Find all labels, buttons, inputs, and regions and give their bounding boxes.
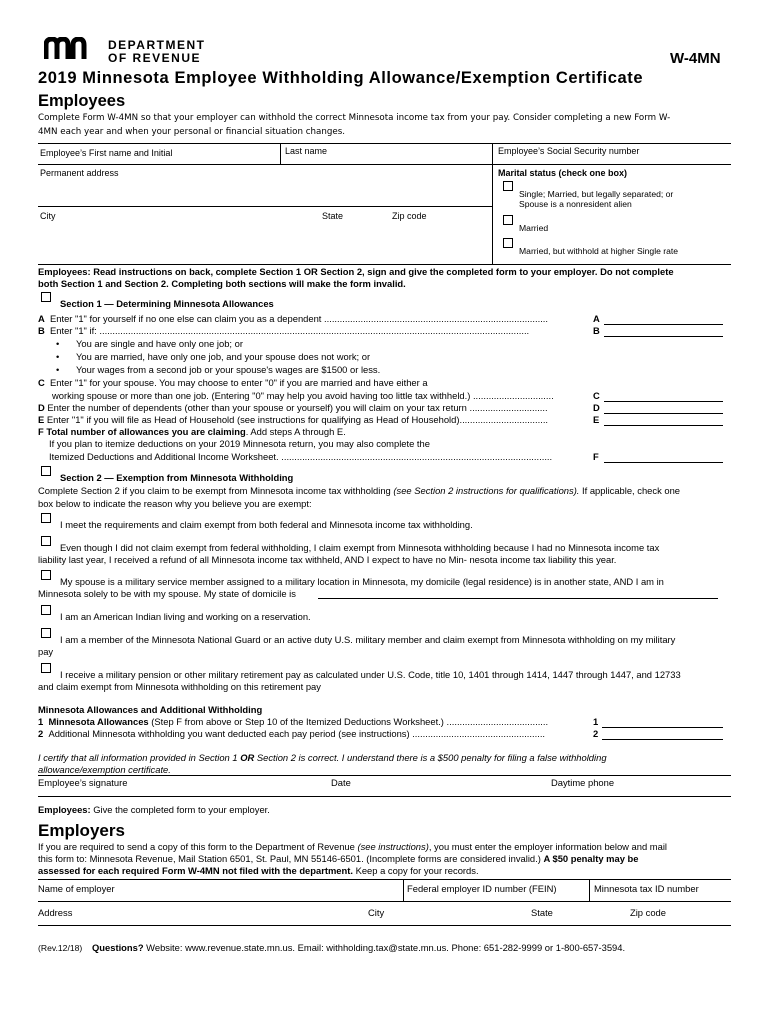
line-d	[38, 402, 548, 413]
employers-p3	[38, 865, 479, 876]
line-b-letter: B	[593, 325, 600, 336]
employer-city-field[interactable]: City	[368, 907, 385, 918]
questions-rest: Website: www.revenue.state.mn.us. Email: withholding.tax@state.mn.us. Phone: 651-282-9999 or 1-800-657-3594.	[143, 942, 626, 953]
line-e-answer[interactable]	[604, 425, 723, 426]
daytime-phone-field[interactable]: Daytime phone	[551, 777, 615, 788]
dept-line1: DEPARTMENT	[108, 38, 206, 52]
section1-title: Section 1 — Determining Minnesota Allowances	[60, 298, 274, 309]
employer-grid-div2	[589, 879, 590, 901]
state-of-domicile-input[interactable]	[318, 598, 718, 599]
grid-bottom-line	[38, 264, 731, 265]
employer-grid-div1	[403, 879, 404, 901]
questions-contact	[92, 942, 625, 953]
line-a	[38, 313, 548, 324]
exempt-opt1-text: I meet the requirements and claim exempt from both federal and Minnesota income tax withholding.	[60, 519, 473, 530]
exempt-opt4-text: I am an American Indian living and working on a reservation.	[60, 611, 311, 622]
section1-checkbox[interactable]	[41, 292, 51, 302]
exempt-opt5-line1: I am a member of the Minnesota National Guard or an active duty U.S. military member and claim exempt from Minnesota withholding on my military	[60, 634, 676, 645]
line-a-letter: A	[593, 313, 600, 324]
allowances-title: Minnesota Allowances and Additional Withholding	[38, 704, 263, 715]
certify-line1	[38, 752, 607, 763]
line-c-text2: working spouse or more than one job. (Entering "0" may help you avoid having too little tax withheld.) ...............................	[52, 390, 554, 401]
zip-field[interactable]: Zip code	[392, 211, 427, 221]
city-field[interactable]: City	[40, 211, 56, 221]
grid-top-line	[38, 143, 731, 144]
instructions-line1: Employees: Read instructions on back, complete Section 1 OR Section 2, sign and give the completed form to your employer. Do not complete	[38, 266, 674, 277]
first-name-field[interactable]: Employee’s First name and Initial	[40, 148, 173, 158]
line-c	[38, 377, 428, 388]
employers-p1-b: , you must enter the employer information below and mail	[428, 841, 667, 852]
give-bold: Employees:	[38, 804, 91, 815]
line-b-text: Enter "1" if: .....................................................................................................................................................................	[50, 325, 530, 336]
line-a-prefix: A	[38, 313, 45, 324]
exempt-opt2-checkbox[interactable]	[41, 536, 51, 546]
employers-p3-bold: assessed for each required Form W-4MN not filed with the department.	[38, 865, 353, 876]
line-d-text: Enter the number of dependents (other than your spouse or yourself) you will claim on your tax return ..............................	[47, 402, 548, 413]
allowance-line1	[38, 716, 548, 727]
signature-field[interactable]: Employee’s signature	[38, 777, 128, 788]
allowance-line1-answer[interactable]	[602, 727, 723, 728]
allowance-line2-letter: 2	[593, 728, 599, 739]
employers-p1	[38, 841, 667, 852]
fein-field[interactable]: Federal employer ID number (FEIN)	[407, 883, 557, 894]
exempt-opt2-line2: liability last year, I received a refund of all Minnesota income tax withheld, AND I expect to have no Min- nesota income tax liability this year.	[38, 554, 617, 565]
mn-logo-icon	[44, 37, 92, 61]
employers-p1-italic: (see instructions)	[357, 841, 429, 852]
line-d-prefix: D	[38, 402, 45, 413]
exempt-opt4-checkbox[interactable]	[41, 605, 51, 615]
signature-top-line	[38, 775, 731, 776]
exempt-opt5-checkbox[interactable]	[41, 628, 51, 638]
line-e	[38, 414, 548, 425]
questions-bold: Questions?	[92, 942, 144, 953]
employer-state-field[interactable]: State	[531, 907, 553, 918]
line-b-bullet3	[56, 364, 59, 375]
line-f-bold: Total number of allowances you are claiming	[46, 426, 246, 437]
marital-married-label: Married	[519, 223, 549, 233]
marital-single-checkbox[interactable]	[503, 181, 513, 191]
ssn-field[interactable]: Employee’s Social Security number	[498, 146, 640, 156]
line-c-text1: Enter "1" for your spouse. You may choose to enter "0" if you are married and have either a	[50, 377, 428, 388]
signature-bottom-line	[38, 796, 731, 797]
date-field[interactable]: Date	[331, 777, 351, 788]
line-e-text: Enter "1" if you will file as Head of Household (see instructions for qualifying as Head of Household)..................................	[46, 414, 549, 425]
marital-married-checkbox[interactable]	[503, 215, 513, 225]
line-b-answer[interactable]	[604, 336, 723, 337]
mn-tax-id-field[interactable]: Minnesota tax ID number	[594, 883, 699, 894]
address-field[interactable]: Permanent address	[40, 168, 119, 178]
state-field[interactable]: State	[322, 211, 344, 221]
section2-checkbox[interactable]	[41, 466, 51, 476]
line-c-answer[interactable]	[604, 401, 723, 402]
line-f-rest: . Add steps A through E.	[245, 426, 346, 437]
marital-single-line1: Single; Married, but legally separated; or	[519, 189, 674, 199]
section2-intro1-a: Complete Section 2 if you claim to be exempt from Minnesota income tax withholding	[38, 485, 394, 496]
revision-date: (Rev.12/18)	[38, 943, 83, 953]
allowance-line1-rest: (Step F from above or Step 10 of the Itemized Deductions Worksheet.) .......................................	[148, 716, 549, 727]
exempt-opt5-line2: pay	[38, 646, 54, 657]
section2-intro1-italic: (see Section 2 instructions for qualifications).	[393, 485, 580, 496]
employer-name-field[interactable]: Name of employer	[38, 883, 115, 894]
grid-row2-line	[38, 206, 492, 207]
allowance-line1-num: 1	[38, 716, 44, 727]
line-a-answer[interactable]	[604, 324, 723, 325]
allowance-line2-num: 2	[38, 728, 44, 739]
employers-p2-bold: A $50 penalty may be	[543, 853, 639, 864]
mn-logo	[44, 37, 92, 61]
bullet-1: •	[56, 338, 60, 349]
line-b-bullet2	[56, 351, 59, 362]
line-b-prefix: B	[38, 325, 45, 336]
allowance-line1-letter: 1	[593, 716, 599, 727]
bullet-3: •	[56, 364, 60, 375]
exempt-opt3-line2: Minnesota solely to be with my spouse. My state of domicile is	[38, 588, 296, 599]
section2-title: Section 2 — Exemption from Minnesota Withholding	[60, 472, 294, 483]
last-name-field[interactable]: Last name	[285, 146, 328, 156]
line-b-bullet1-text: You are single and have only one job; or	[76, 338, 243, 349]
exempt-opt6-line1: I receive a military pension or other military retirement pay as calculated under U.S. Code, title 10, 1401 through 1414, 1447 through 1447, and 12733	[60, 669, 681, 680]
intro-line1: Complete Form W-4MN so that your employer can withhold the correct Minnesota income tax from your pay. Consider completing a new Form W-	[38, 113, 671, 123]
line-f-text3: Itemized Deductions and Additional Income Worksheet. ........................................................................................................	[49, 451, 553, 462]
exempt-opt6-checkbox[interactable]	[41, 663, 51, 673]
allowance-line1-bold: Minnesota Allowances	[48, 716, 149, 727]
allowance-line2-answer[interactable]	[602, 739, 723, 740]
line-f-answer[interactable]	[604, 462, 723, 463]
line-f-text2: If you plan to itemize deductions on your 2019 Minnesota return, you may also complete the	[49, 438, 430, 449]
bullet-2: •	[56, 351, 60, 362]
section2-intro1-b: If applicable, check one	[579, 485, 681, 496]
grid-divider-ssn	[492, 143, 493, 265]
instructions-line2: both Section 1 and Section 2. Completing both sections will make the form invalid.	[38, 278, 406, 289]
employer-zip-field[interactable]: Zip code	[630, 907, 666, 918]
employer-grid-bottom	[38, 925, 731, 926]
marital-higher-checkbox[interactable]	[503, 238, 513, 248]
exempt-opt3-checkbox[interactable]	[41, 570, 51, 580]
marital-status-text: Marital status (check one box)	[498, 168, 628, 178]
line-e-letter: E	[593, 414, 600, 425]
certify-or: OR	[240, 752, 255, 763]
employers-p1-a: If you are required to send a copy of this form to the Department of Revenue	[38, 841, 358, 852]
exempt-opt3-line1: My spouse is a military service member assigned to a military location in Minnesota, my domicile (legal residence) is in another state, AND I am in	[60, 576, 664, 587]
exempt-opt6-line2: and claim exempt from Minnesota withholding on this retirement pay	[38, 681, 321, 692]
marital-higher-label: Married, but withhold at higher Single rate	[519, 246, 679, 256]
line-b-bullet1	[56, 338, 59, 349]
employers-p3-rest: Keep a copy for your records.	[352, 865, 479, 876]
employers-heading: Employers	[38, 821, 125, 840]
line-f-prefix: F	[38, 426, 44, 437]
marital-status-label	[498, 168, 627, 178]
employer-address-field[interactable]: Address	[38, 907, 73, 918]
exempt-opt1-checkbox[interactable]	[41, 513, 51, 523]
marital-single-line2: Spouse is a nonresident alien	[519, 199, 632, 209]
intro-line2: 4MN each year and when your personal or financial situation changes.	[38, 127, 346, 137]
certify-line1-a: I certify that all information provided in Section 1	[38, 752, 241, 763]
line-d-answer[interactable]	[604, 413, 723, 414]
employers-p2	[38, 853, 638, 864]
line-b-bullet3-text: Your wages from a second job or your spouse's wages are $1500 or less.	[76, 364, 381, 375]
grid-row1-line	[38, 164, 731, 165]
section2-intro1	[38, 484, 728, 497]
line-f	[38, 426, 346, 437]
line-b	[38, 325, 529, 336]
grid-divider-name	[280, 143, 281, 165]
line-b-bullet2-text: You are married, have only one job, and your spouse does not work; or	[76, 351, 371, 362]
give-rest: Give the completed form to your employer.	[90, 804, 270, 815]
line-a-text: Enter "1" for yourself if no one else can claim you as a dependent ......................................................................................	[50, 313, 549, 324]
line-c-prefix: C	[38, 377, 45, 388]
employer-grid-mid	[38, 901, 731, 902]
certify-line2: allowance/exemption certificate.	[38, 764, 171, 775]
exempt-opt2-line1: Even though I did not claim exempt from federal withholding, I claim exempt from Minnesota withholding because I had no Minnesota income tax	[60, 542, 660, 553]
line-d-letter: D	[593, 402, 600, 413]
employer-grid-top	[38, 879, 731, 880]
certify-line1-b: Section 2 is correct. I understand there is a $500 penalty for filing a false withholding	[254, 752, 607, 763]
line-f-letter: F	[593, 451, 599, 462]
section-employees-heading: Employees	[38, 92, 126, 110]
dept-line2: OF REVENUE	[108, 51, 202, 65]
allowance-line2	[38, 728, 545, 739]
line-e-prefix: E	[38, 414, 45, 425]
form-id: W-4MN	[670, 50, 721, 67]
allowance-line2-text: Additional Minnesota withholding you want deducted each pay period (see instructions) ...................................................	[48, 728, 546, 739]
employers-p2-a: this form to: Minnesota Revenue, Mail Station 6501, St. Paul, MN 55146-6501. (Incomplete forms are considered invalid.)	[38, 853, 544, 864]
give-to-employer	[38, 804, 270, 815]
line-c-letter: C	[593, 390, 600, 401]
page-title: 2019 Minnesota Employee Withholding Allowance/Exemption Certificate	[38, 69, 644, 87]
section2-intro2: box below to indicate the reason why you believe you are exempt:	[38, 498, 312, 509]
